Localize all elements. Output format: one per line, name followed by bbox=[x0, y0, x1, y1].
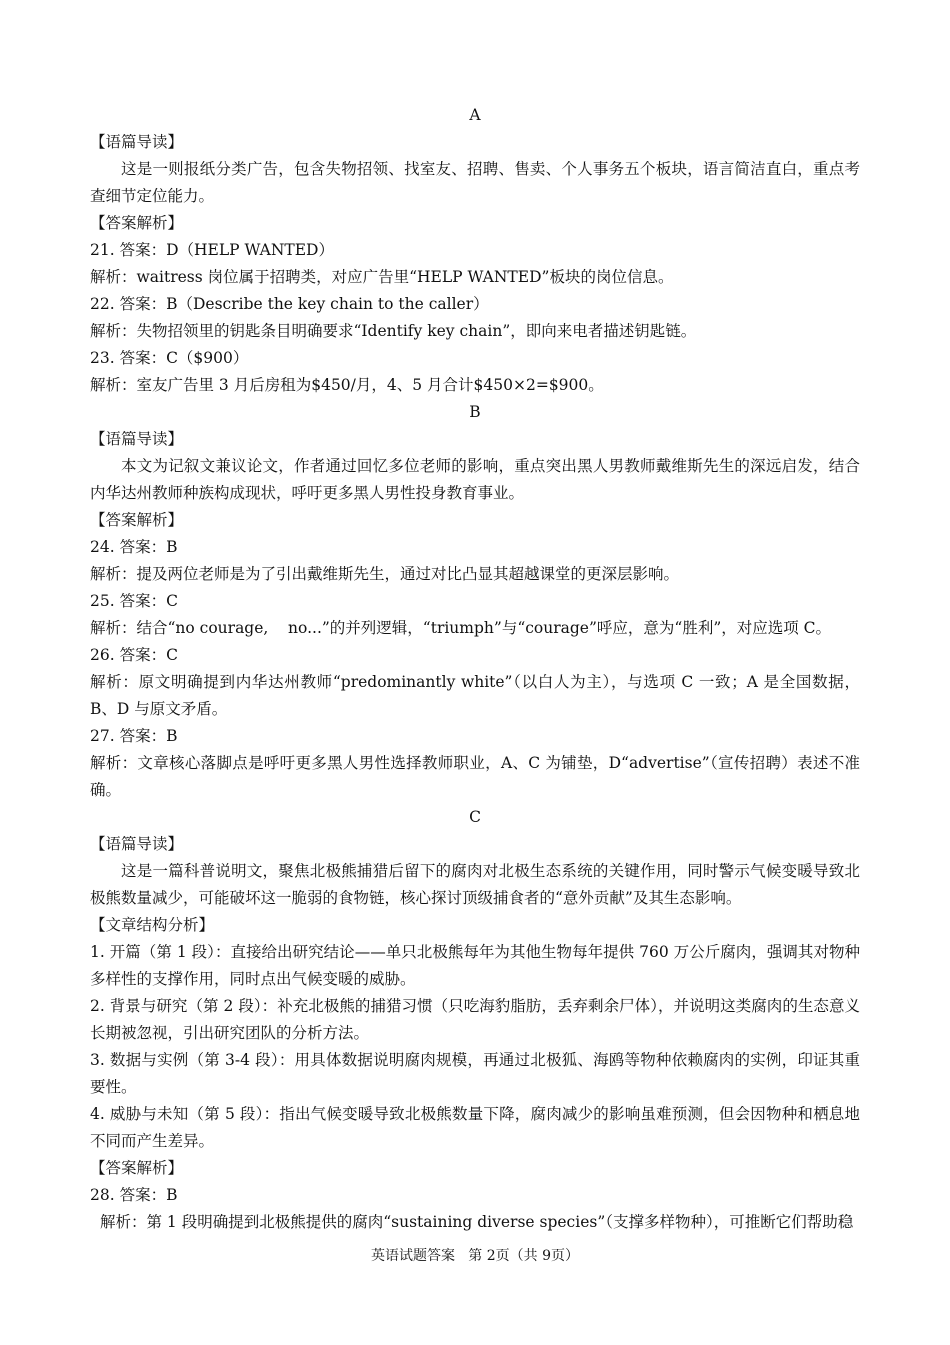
q22-note: 解析：失物招领里的钥匙条目明确要求“Identify key chain”，即向来电者描述钥匙链。 bbox=[90, 322, 697, 340]
q24-answer: 24. 答案：B bbox=[90, 538, 178, 556]
a-intro-text: 这是一则报纸分类广告，包含失物招领、找室友、招聘、售卖、个人事务五个板块，语言简洁直白，重点考查细节定位能力。 bbox=[90, 160, 860, 205]
c-structure-item-2: 2. 背景与研究（第 2 段）：补充北极熊的捕猎习惯（只吃海豹脂肪，丢弃剩余尸体），并说明这类腐肉的生态意义长期被忽视，引出研究团队的分析方法。 bbox=[90, 997, 860, 1042]
section-c-heading: C bbox=[469, 808, 481, 826]
q26-note: 解析：原文明确提到内华达州教师“predominantly white”（以白人为主），与选项 C 一致；A 是全国数据，B、D 与原文矛盾。 bbox=[90, 673, 860, 718]
q23-answer: 23. 答案：C（$900） bbox=[90, 349, 249, 367]
q21-note: 解析：waitress 岗位属于招聘类，对应广告里“HELP WANTED”板块的岗位信息。 bbox=[90, 268, 674, 286]
c-analysis-label: 【答案解析】 bbox=[90, 1159, 184, 1177]
a-intro-label: 【语篇导读】 bbox=[90, 133, 184, 151]
b-intro-label: 【语篇导读】 bbox=[90, 430, 184, 448]
page-footer: 英语试题答案 第 2页（共 9页） bbox=[370, 1248, 580, 1264]
page-content bbox=[90, 102, 860, 1236]
c-structure-label: 【文章结构分析】 bbox=[90, 916, 215, 934]
q27-answer: 27. 答案：B bbox=[90, 727, 178, 745]
q26-answer: 26. 答案：C bbox=[90, 646, 178, 664]
c-structure-item-4: 4. 威胁与未知（第 5 段）：指出气候变暖导致北极熊数量下降，腐肉减少的影响虽难预测，但会因物种和栖息地不同而产生差异。 bbox=[90, 1105, 860, 1150]
q28-answer: 28. 答案：B bbox=[90, 1186, 178, 1204]
section-a-heading: A bbox=[469, 106, 481, 124]
q28-note: 解析：第 1 段明确提到北极熊提供的腐肉“sustaining diverse species”（支撑多样物种），可推断它们帮助稳 bbox=[100, 1213, 854, 1231]
c-intro-text: 这是一篇科普说明文，聚焦北极熊捕猎后留下的腐肉对北极生态系统的关键作用，同时警示气候变暖导致北极熊数量减少，可能破坏这一脆弱的食物链，核心探讨顶级捕食者的“意外贡献”及其生态影响。 bbox=[90, 862, 860, 907]
b-intro-text: 本文为记叙文兼议论文，作者通过回忆多位老师的影响，重点突出黑人男教师戴维斯先生的深远启发，结合内华达州教师种族构成现状，呼吁更多黑人男性投身教育事业。 bbox=[90, 457, 860, 502]
c-intro-label: 【语篇导读】 bbox=[90, 835, 184, 853]
q24-note: 解析：提及两位老师是为了引出戴维斯先生，通过对比凸显其超越课堂的更深层影响。 bbox=[90, 565, 680, 583]
q21-answer: 21. 答案：D（HELP WANTED） bbox=[90, 241, 334, 259]
section-b-heading: B bbox=[469, 403, 481, 421]
c-structure-item-3: 3. 数据与实例（第 3-4 段）：用具体数据说明腐肉规模，再通过北极狐、海鸥等物种依赖腐肉的实例，印证其重要性。 bbox=[90, 1051, 860, 1096]
q23-note: 解析：室友广告里 3 月后房租为$450/月，4、5 月合计$450×2=$900。 bbox=[90, 376, 604, 394]
a-analysis-label: 【答案解析】 bbox=[90, 214, 184, 232]
q22-answer: 22. 答案：B（Describe the key chain to the caller） bbox=[90, 295, 489, 313]
q25-note: 解析：结合“no courage, no...”的并列逻辑，“triumph”与“courage”呼应，意为“胜利”，对应选项 C。 bbox=[90, 619, 832, 637]
c-structure-item-1: 1. 开篇（第 1 段）：直接给出研究结论——单只北极熊每年为其他生物每年提供 760 万公斤腐肉，强调其对物种多样性的支撑作用，同时点出气候变暖的威胁。 bbox=[90, 943, 860, 988]
q25-answer: 25. 答案：C bbox=[90, 592, 178, 610]
q27-note: 解析：文章核心落脚点是呼吁更多黑人男性选择教师职业，A、C 为铺垫，D“advertise”（宣传招聘）表述不准确。 bbox=[90, 754, 860, 799]
b-analysis-label: 【答案解析】 bbox=[90, 511, 184, 529]
